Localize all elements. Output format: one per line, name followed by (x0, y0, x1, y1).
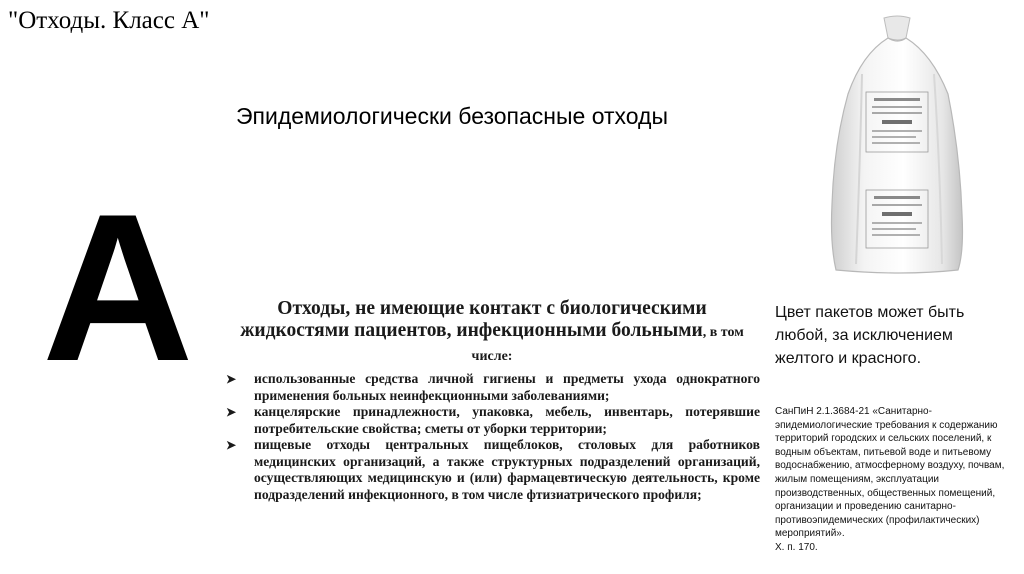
reference-page: Х. п. 170. (775, 541, 818, 553)
list-item: ➤ канцелярские принадлежности, упаковка, мебель, инвентарь, потерявшие потребительские свойства; сметы от уборки территории; (226, 404, 760, 436)
reference-text: СанПиН 2.1.3684-21 «Санитарно-эпидемиологические требования к содержанию территорий городских и сельских поселений, к водным объектам, питьевой воде и питьевому водоснабжению, атмосферному воздуху, почвам, жилым помещениям, эксплуатации производственных, общественных помещений, организации и проведению санитарно-противоэпидемических (профилактических) мероприятий». (775, 406, 1005, 540)
waste-heading-bold: Отходы, не имеющие контакт с биологическими жидкостями пациентов, инфекционными больными (240, 298, 707, 341)
subtitle: Эпидемиологически безопасные отходы (236, 103, 669, 129)
chevron-bullet-icon: ➤ (226, 405, 237, 419)
chevron-bullet-icon: ➤ (226, 438, 237, 452)
list-item: ➤ использованные средства личной гигиены и предметы ухода однократного применения больных неинфекционными заболеваниями; (226, 371, 760, 403)
class-letter: А (42, 170, 194, 405)
list-item: ➤ пищевые отходы центральных пищеблоков, столовых для работников медицинских организаций, а также структурных подразделений организаций, осуществляющих медицинскую и (или) фармацевтическую деятельность, кроме подразделений инфекционного, в том числе фтизиатрического профиля; (226, 437, 760, 502)
waste-description (222, 298, 762, 503)
bag-color-note: Цвет пакетов может быть любой, за исключением желтого и красного. (775, 304, 965, 367)
waste-bag-image (822, 14, 972, 276)
chevron-bullet-icon: ➤ (226, 372, 237, 386)
waste-heading-tail: , в том числе: (471, 325, 744, 364)
regulation-reference (775, 405, 1020, 555)
waste-items-list (222, 371, 762, 503)
waste-heading (222, 298, 762, 368)
slide-title: "Отходы. Класс А" (8, 7, 210, 34)
